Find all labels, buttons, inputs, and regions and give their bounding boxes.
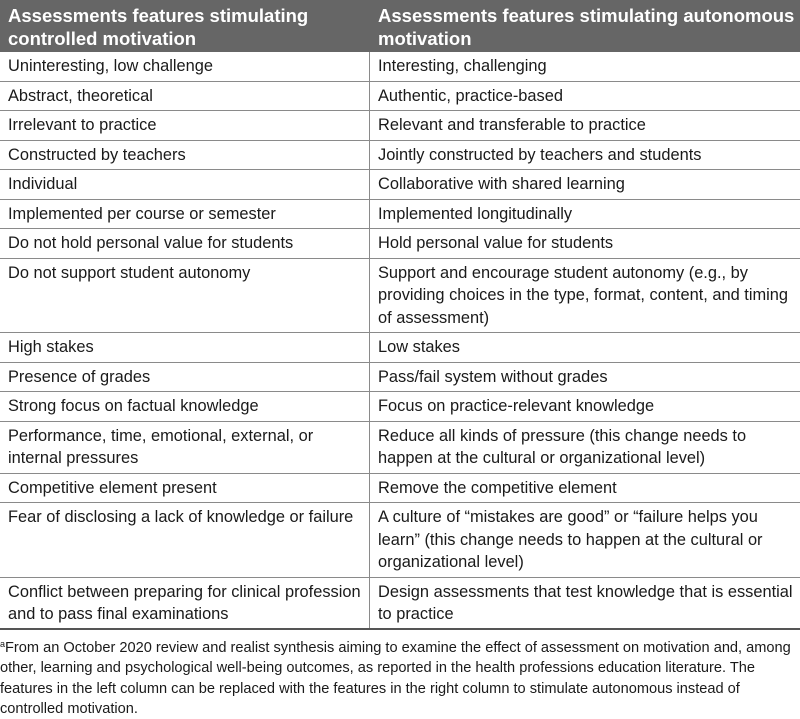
cell-controlled: Do not support student autonomy — [0, 259, 370, 333]
cell-autonomous: Design assessments that test knowledge that is essential to practice — [378, 582, 793, 623]
table-row — [0, 170, 800, 200]
table-row — [0, 392, 800, 422]
cell-autonomous: Hold personal value for students — [378, 234, 614, 252]
cell-controlled: Performance, time, emotional, external, or internal pressures — [0, 422, 370, 473]
table-row — [0, 111, 800, 141]
cell-autonomous: Pass/fail system without grades — [378, 367, 608, 386]
cell-controlled: Implemented per course or semester — [0, 200, 370, 229]
header-controlled: Assessments features stimulating controlled motivation — [8, 5, 309, 49]
cell-autonomous: Implemented longitudinally — [378, 204, 573, 223]
table-row — [0, 333, 800, 363]
table-row — [0, 503, 800, 578]
table-row — [0, 52, 800, 82]
cell-autonomous: Relevant and transferable to practice — [378, 116, 646, 134]
cell-controlled: Presence of grades — [0, 363, 370, 392]
cell-controlled: Do not hold personal value for students — [0, 229, 370, 258]
cell-controlled: Strong focus on factual knowledge — [0, 392, 370, 421]
table-row — [0, 229, 800, 259]
footnote-marker: a — [0, 639, 6, 649]
cell-autonomous: Interesting, challenging — [378, 57, 547, 75]
cell-autonomous: Authentic, practice-based — [378, 86, 563, 105]
table-row — [0, 200, 800, 230]
cell-controlled: Uninteresting, low challenge — [0, 52, 370, 81]
header-autonomous: Assessments features stimulating autonomous motivation — [378, 5, 795, 49]
footnote-text: From an October 2020 review and realist synthesis aiming to examine the effect of assessment on motivation and, among other, learning and psychological well-being outcomes, as reported in the health professions education literature. The features in the left column can be replaced with the features in the right column to stimulate autonomous instead of controlled motivation. — [0, 640, 791, 717]
table-row — [0, 82, 800, 112]
cell-controlled: Conflict between preparing for clinical profession and to pass final examinations — [0, 578, 370, 629]
cell-controlled: Competitive element present — [0, 474, 370, 503]
cell-autonomous: Remove the competitive element — [378, 478, 617, 497]
table-row — [0, 578, 800, 630]
cell-controlled: Individual — [0, 170, 370, 199]
cell-controlled: Irrelevant to practice — [0, 111, 370, 140]
table-row — [0, 141, 800, 171]
table-body — [0, 52, 800, 630]
cell-autonomous: Jointly constructed by teachers and students — [378, 145, 702, 164]
cell-autonomous: Support and encourage student autonomy (e.g., by providing choices in the type, format, content, and timing of assessment) — [378, 263, 788, 327]
table-header — [0, 0, 800, 52]
footnote — [0, 638, 800, 719]
footnote-divider — [0, 628, 800, 630]
cell-autonomous: Low stakes — [378, 338, 460, 356]
cell-controlled: Abstract, theoretical — [0, 82, 370, 111]
cell-autonomous: Collaborative with shared learning — [378, 175, 625, 193]
cell-controlled: High stakes — [0, 333, 370, 362]
cell-controlled: Fear of disclosing a lack of knowledge or failure — [0, 503, 370, 577]
table-row — [0, 474, 800, 504]
table-row — [0, 422, 800, 474]
cell-controlled: Constructed by teachers — [0, 141, 370, 170]
table-row — [0, 363, 800, 393]
cell-autonomous: Reduce all kinds of pressure (this change needs to happen at the cultural or organizational level) — [378, 426, 747, 467]
table-row — [0, 259, 800, 334]
cell-autonomous: Focus on practice-relevant knowledge — [378, 397, 655, 415]
cell-autonomous: A culture of “mistakes are good” or “failure helps you learn” (this change needs to happen at the cultural or organizational level) — [378, 508, 763, 571]
